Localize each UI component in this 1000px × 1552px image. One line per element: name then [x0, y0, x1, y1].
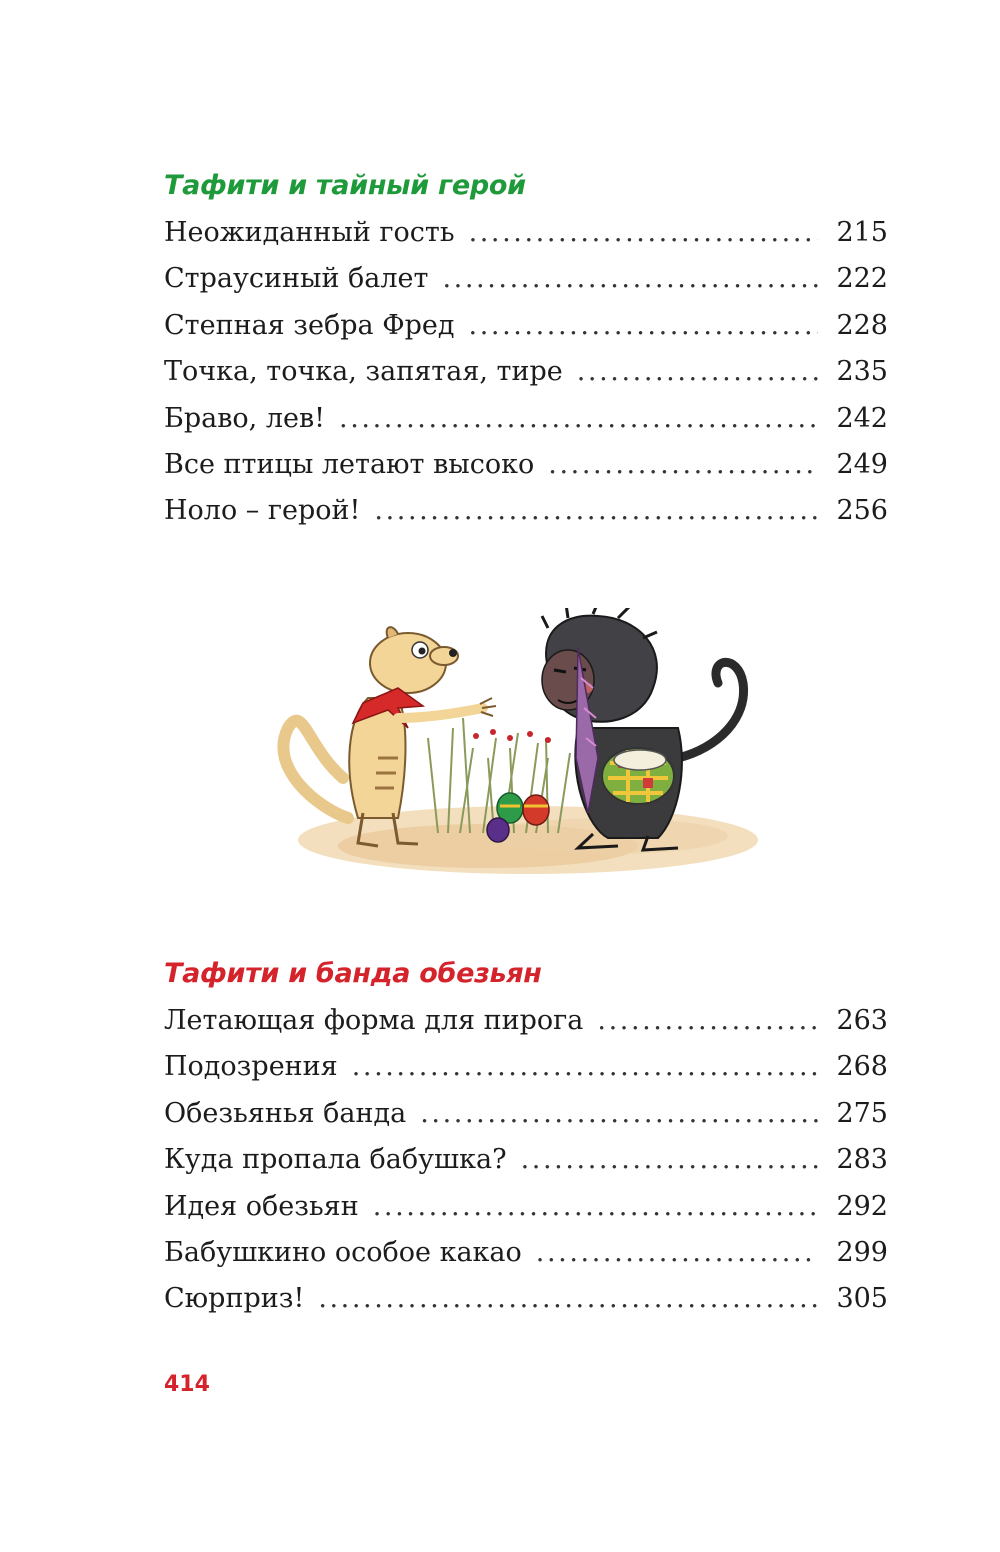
dot-leader	[373, 1184, 818, 1230]
dot-leader	[442, 256, 818, 302]
toc-entry[interactable]	[164, 303, 888, 349]
section-title: Тафити и тайный герой	[164, 170, 526, 201]
berries	[473, 729, 551, 743]
dot-leader	[469, 303, 818, 349]
toc-entry-label: Куда пропала бабушка?	[164, 1144, 507, 1176]
toc-entry-label: Подозрения	[164, 1051, 338, 1083]
toc-entry[interactable]	[164, 256, 888, 302]
toc-entry-page: 275	[836, 1097, 888, 1129]
toc-section-1	[164, 168, 888, 535]
toc-entry-page: 222	[836, 263, 888, 295]
toc-entry-page: 283	[836, 1144, 888, 1176]
dot-leader	[318, 1276, 818, 1322]
toc-entry[interactable]	[164, 396, 888, 442]
dot-leader	[352, 1044, 818, 1090]
toc-entry-page: 235	[836, 356, 888, 388]
dot-leader	[374, 488, 818, 534]
page-number: 414	[164, 1372, 210, 1397]
toc-entry[interactable]	[164, 998, 888, 1044]
toc-section-2	[164, 956, 888, 1323]
dot-leader	[597, 998, 818, 1044]
dot-leader	[577, 349, 818, 395]
dot-leader	[420, 1091, 818, 1137]
toc-entry-page: 268	[836, 1051, 888, 1083]
toc-entry-page: 242	[836, 402, 888, 434]
toc-entry-page: 256	[836, 495, 888, 527]
toc-entry-page: 215	[836, 217, 888, 248]
toc-entry-label: Бабушкино особое какао	[164, 1236, 522, 1268]
illustration	[248, 608, 788, 898]
toc-entry-label: Неожиданный гость	[164, 217, 455, 248]
toc-entry-label: Идея обезьян	[164, 1190, 359, 1222]
section-title: Тафити и банда обезьян	[164, 958, 542, 989]
toc-entry-label: Летающая форма для пирога	[164, 1005, 584, 1036]
toc-entry-label: Ноло – герой!	[164, 495, 361, 527]
toc-entry-page: 305	[836, 1283, 888, 1315]
toc-entry-page: 228	[836, 309, 888, 341]
toc-entry-label: Степная зебра Фред	[164, 309, 455, 341]
dot-leader	[339, 396, 818, 442]
toc-entry[interactable]	[164, 210, 888, 256]
dot-leader	[469, 210, 818, 256]
toc-entry[interactable]	[164, 442, 888, 488]
toc-entry-page: 299	[836, 1236, 888, 1268]
toc-entry[interactable]	[164, 1230, 888, 1276]
toc-entry[interactable]	[164, 1276, 888, 1322]
toc-entry-label: Точка, точка, запятая, тире	[164, 356, 563, 388]
toc-entry[interactable]	[164, 1044, 888, 1090]
toc-entry[interactable]	[164, 349, 888, 395]
dot-leader	[521, 1137, 818, 1183]
dot-leader	[548, 442, 818, 488]
toc-entry-page: 249	[836, 448, 888, 480]
toc-entry[interactable]	[164, 1091, 888, 1137]
dot-leader	[536, 1230, 818, 1276]
toc-entry-page: 263	[836, 1005, 888, 1036]
toc-entry-label: Браво, лев!	[164, 402, 326, 434]
toc-entry[interactable]	[164, 1184, 888, 1230]
toc-entry-page: 292	[836, 1190, 888, 1222]
toc-entry[interactable]	[164, 1137, 888, 1183]
toc-entry[interactable]	[164, 488, 888, 534]
toc-entry-label: Страусиный балет	[164, 263, 429, 295]
toc-entry-label: Сюрприз!	[164, 1283, 305, 1315]
toc-entry-label: Все птицы летают высоко	[164, 448, 535, 480]
toc-entry-label: Обезьянья банда	[164, 1097, 407, 1129]
